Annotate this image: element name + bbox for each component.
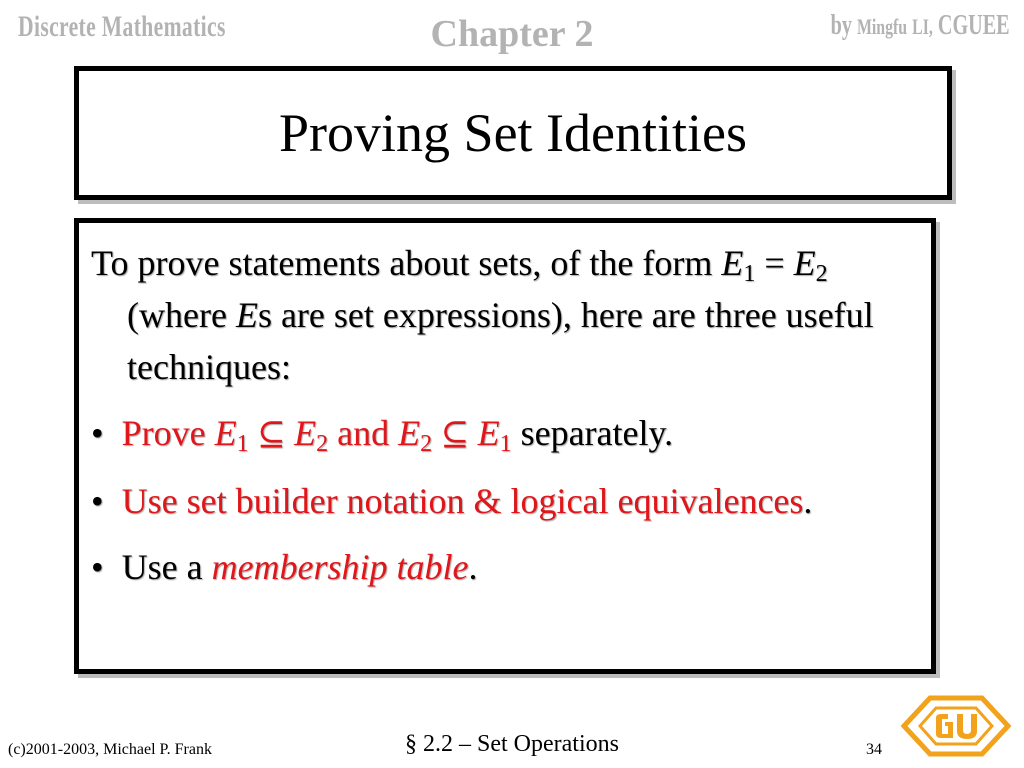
- footer-section: § 2.2 – Set Operations: [405, 731, 619, 757]
- sub-1: 1: [743, 261, 756, 287]
- b1-sub-3: 2: [420, 431, 433, 457]
- b1-sub-1: 1: [236, 431, 249, 457]
- bullet-item-subsets: [91, 405, 923, 463]
- bullet-set-builder-text: Use set builder notation & logical equivalences: [121, 481, 804, 521]
- course-title: Discrete Mathematics: [18, 10, 226, 43]
- university-logo-icon: [900, 688, 1012, 764]
- b1-e3: E: [398, 413, 421, 453]
- bullet-dot: •: [91, 481, 104, 521]
- bullet-separately: separately.: [511, 413, 674, 453]
- page-number: 34: [866, 741, 882, 758]
- b1-sub-4: 1: [499, 431, 512, 457]
- slide-title: Proving Set Identities: [279, 103, 747, 163]
- sub-2: 2: [815, 261, 828, 287]
- bullet-period: .: [468, 547, 478, 587]
- expr-e1: E: [721, 243, 744, 283]
- subset-symbol: ⊆: [248, 416, 295, 453]
- subset-symbol-2: ⊆: [432, 416, 478, 453]
- author-by: by: [831, 10, 853, 41]
- equals-sign: =: [755, 243, 794, 283]
- bullet-prove: Prove: [121, 413, 215, 453]
- bullet-dot: •: [91, 547, 104, 587]
- intro-text-3: s are set expressions), here are three useful techniques:: [127, 295, 874, 387]
- chapter-title: Chapter 2: [430, 13, 594, 55]
- bullet-use-a: Use a: [121, 547, 212, 587]
- intro-paragraph: [91, 237, 923, 393]
- b1-e1: E: [214, 413, 237, 453]
- expr-e: E: [235, 295, 258, 335]
- author-credit: [831, 10, 1010, 42]
- bullet-and: and: [328, 413, 399, 453]
- intro-text-1: To prove statements about sets, of the form: [91, 243, 722, 283]
- slide-title-box: [74, 66, 952, 200]
- footer-copyright: (c)2001-2003, Michael P. Frank: [8, 741, 212, 758]
- bullet-membership-table: membership table: [211, 547, 469, 587]
- author-name: Mingfu: [857, 14, 908, 39]
- b1-e2: E: [294, 413, 317, 453]
- b1-sub-2: 2: [316, 431, 329, 457]
- bullet-item-membership-table: [91, 539, 923, 595]
- intro-text-2: (where: [127, 295, 236, 335]
- author-org: CGUEE: [938, 10, 1010, 41]
- author-li: LI,: [912, 14, 934, 39]
- bullet-period: .: [803, 481, 813, 521]
- bullet-dot: •: [91, 413, 104, 453]
- expr-e2: E: [793, 243, 816, 283]
- bullet-item-set-builder: [91, 473, 923, 529]
- b1-e4: E: [477, 413, 500, 453]
- slide-body: [74, 218, 936, 674]
